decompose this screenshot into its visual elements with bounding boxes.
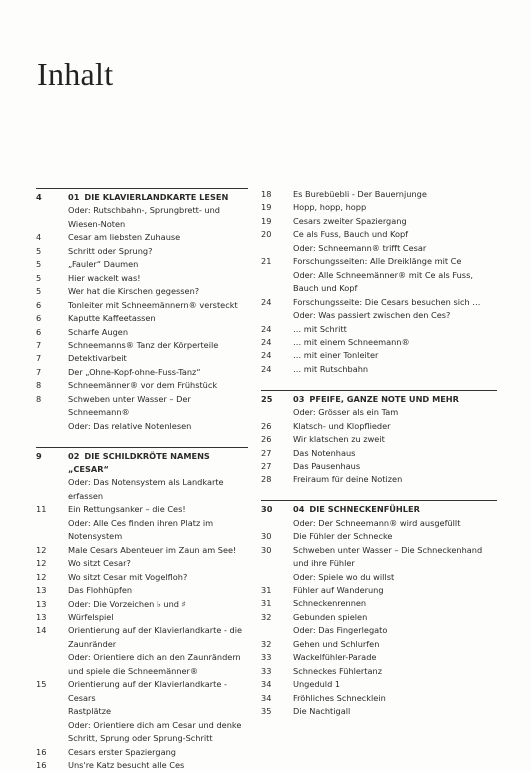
entry-page-number bbox=[36, 476, 68, 503]
entry-title: Ce als Fuss, Bauch und Kopf bbox=[293, 229, 409, 240]
chapter-title bbox=[293, 503, 497, 516]
entry-title: Oder: Orientiere dich am Cesar und denke bbox=[68, 719, 242, 730]
chapter-heading-text: PFEIFE, GANZE NOTE UND MEHR bbox=[309, 393, 459, 404]
entry-title: Zaunränder bbox=[68, 638, 117, 649]
toc-entry bbox=[36, 339, 248, 352]
entry-page-number: 18 bbox=[261, 189, 272, 199]
toc-entry bbox=[261, 624, 497, 637]
toc-entry bbox=[36, 204, 248, 217]
toc-entry bbox=[36, 517, 248, 530]
toc-right-column bbox=[261, 188, 497, 719]
toc-entry bbox=[36, 584, 248, 597]
toc-entry bbox=[36, 598, 248, 611]
entry-page-number: 32 bbox=[261, 611, 272, 622]
entry-page-number: 31 bbox=[261, 598, 272, 609]
toc-entry bbox=[261, 530, 497, 543]
entry-page-number bbox=[261, 624, 293, 637]
toc-entry bbox=[36, 258, 248, 271]
toc-entry bbox=[261, 651, 497, 664]
entry-title: Hopp, hopp, hopp bbox=[293, 202, 367, 213]
entry-title: Die Fühler der Schnecke bbox=[293, 531, 393, 542]
entry-title: Die Nachtigall bbox=[293, 706, 351, 717]
entry-page-number: 5 bbox=[36, 245, 42, 256]
chapter-page-number: 25 bbox=[261, 393, 273, 404]
chapter-number: 01 bbox=[68, 192, 80, 202]
toc-entry bbox=[36, 245, 248, 258]
toc-entry bbox=[36, 299, 248, 312]
toc-entry bbox=[36, 638, 248, 651]
entry-page-number: 12 bbox=[36, 544, 47, 555]
entry-title: Würfelspiel bbox=[68, 611, 114, 622]
entry-page-number: 24 bbox=[261, 350, 272, 361]
entry-page-number: 24 bbox=[261, 296, 272, 307]
entry-page-number bbox=[36, 517, 68, 530]
toc-entry bbox=[261, 296, 497, 309]
entry-page-number: 6 bbox=[36, 313, 42, 324]
entry-title: und spiele die Schneemänner® bbox=[68, 665, 199, 676]
toc-entry bbox=[36, 759, 248, 772]
toc-section bbox=[36, 447, 248, 772]
entry-title: Das Flohhüpfen bbox=[68, 585, 133, 596]
entry-title: Schneckes Fühlertanz bbox=[293, 665, 383, 676]
toc-entry bbox=[36, 393, 248, 420]
toc-entry bbox=[261, 349, 497, 362]
entry-title: Schweben unter Wasser – Der Schneemann® bbox=[68, 393, 191, 418]
entry-page-number: 8 bbox=[36, 393, 42, 404]
entry-title: … mit einer Tonleiter bbox=[293, 350, 379, 361]
entry-page-number bbox=[261, 309, 293, 322]
chapter-heading bbox=[36, 450, 248, 477]
entry-page-number bbox=[36, 530, 68, 543]
entry-title: Gebunden spielen bbox=[293, 611, 368, 622]
toc-entry bbox=[261, 188, 497, 201]
entry-title: Wo sitzt Cesar? bbox=[68, 558, 131, 569]
toc-entry bbox=[261, 544, 497, 557]
chapter-heading bbox=[261, 503, 497, 516]
entry-page-number: 16 bbox=[36, 759, 47, 770]
entry-page-number bbox=[36, 204, 68, 217]
entry-title: Wer hat die Kirschen gegessen? bbox=[68, 286, 200, 297]
toc-entry bbox=[261, 201, 497, 214]
entry-page-number: 28 bbox=[261, 474, 272, 485]
entry-title: Gehen und Schlurfen bbox=[293, 638, 380, 649]
entry-title: Oder: Spiele wo du willst bbox=[293, 571, 395, 582]
chapter-heading bbox=[261, 393, 497, 406]
entry-title: Wackelfühler-Parade bbox=[293, 652, 377, 663]
entry-page-number bbox=[36, 719, 68, 732]
toc-entry bbox=[36, 530, 248, 543]
entry-title: Wir klatschen zu zweit bbox=[293, 434, 385, 445]
toc-entry bbox=[36, 746, 248, 759]
entry-page-number bbox=[36, 665, 68, 678]
toc-entry bbox=[261, 242, 497, 255]
entry-page-number: 26 bbox=[261, 434, 272, 445]
entry-page-number: 14 bbox=[36, 625, 47, 636]
entry-title: … mit Rutschbahn bbox=[293, 363, 369, 374]
entry-title: Es Burebüebli - Der Bauernjunge bbox=[293, 189, 427, 199]
chapter-heading-text: DIE KLAVIERLANDKARTE LESEN bbox=[84, 192, 229, 202]
toc-entry bbox=[261, 228, 497, 241]
chapter-number: 02 bbox=[68, 450, 80, 461]
entry-page-number: 27 bbox=[261, 461, 272, 471]
entry-title: Wiesen-Noten bbox=[68, 218, 126, 229]
toc-entry bbox=[36, 665, 248, 678]
toc-entry bbox=[261, 323, 497, 336]
entry-page-number: 20 bbox=[261, 229, 272, 240]
toc-section bbox=[261, 500, 497, 718]
entry-page-number: 6 bbox=[36, 299, 42, 310]
toc-entry bbox=[261, 406, 497, 419]
entry-title: Schneemänner® vor dem Frühstück bbox=[68, 380, 218, 391]
toc-entry bbox=[36, 312, 248, 325]
entry-title: Bauch und Kopf bbox=[293, 283, 358, 294]
entry-title: Der „Ohne-Kopf-ohne-Fuss-Tanz“ bbox=[68, 366, 201, 377]
entry-title: Schweben unter Wasser – Die Schneckenhand bbox=[293, 544, 483, 555]
entry-page-number: 27 bbox=[261, 447, 272, 458]
toc-entry bbox=[36, 732, 248, 745]
entry-title: Oder: Die Vorzeichen ♭ und ♯ bbox=[68, 598, 186, 609]
chapter-title bbox=[68, 450, 248, 477]
toc-entry bbox=[36, 651, 248, 664]
entry-page-number: 15 bbox=[36, 679, 47, 690]
entry-page-number: 5 bbox=[36, 286, 42, 297]
entry-page-number: 34 bbox=[261, 679, 272, 690]
entry-title: Cesars erster Spaziergang bbox=[68, 746, 177, 757]
entry-page-number: 33 bbox=[261, 652, 272, 663]
toc-entry bbox=[261, 215, 497, 228]
entry-title: Oder: Das Fingerlegato bbox=[293, 625, 388, 636]
entry-title: Uns're Katz besucht alle Ces bbox=[68, 759, 185, 770]
entry-title: Oder: Was passiert zwischen den Ces? bbox=[293, 310, 451, 321]
entry-page-number: 7 bbox=[36, 366, 42, 377]
entry-title: Oder: Grösser als ein Tam bbox=[293, 407, 399, 418]
entry-page-number: 7 bbox=[36, 339, 42, 350]
section-spacer bbox=[36, 433, 248, 446]
toc-entry bbox=[36, 544, 248, 557]
toc-entry bbox=[261, 705, 497, 718]
entry-page-number bbox=[36, 651, 68, 664]
entry-title: Forschungsseiten: Alle Dreiklänge mit Ce bbox=[293, 256, 462, 267]
toc-entry bbox=[261, 460, 497, 473]
entry-page-number: 24 bbox=[261, 323, 272, 334]
toc-entry bbox=[261, 597, 497, 610]
entry-page-number: 30 bbox=[261, 544, 272, 555]
toc-entry bbox=[36, 678, 248, 705]
entry-page-number bbox=[261, 406, 293, 419]
toc-entry bbox=[261, 692, 497, 705]
entry-title: Oder: Alle Ces finden ihren Platz im bbox=[68, 517, 214, 528]
toc-entry bbox=[36, 366, 248, 379]
entry-title: Hier wackelt was! bbox=[68, 272, 141, 283]
toc-entry bbox=[261, 420, 497, 433]
entry-title: Oder: Das relative Notenlesen bbox=[68, 420, 192, 431]
toc-entry bbox=[261, 584, 497, 597]
entry-page-number: 5 bbox=[36, 272, 42, 283]
toc-section bbox=[261, 390, 497, 487]
entry-title: Fühler auf Wanderung bbox=[293, 585, 384, 596]
toc-entry bbox=[261, 282, 497, 295]
toc-entry bbox=[36, 503, 248, 516]
entry-title: Oder: Das Notensystem als Landkarte erfassen bbox=[68, 477, 224, 501]
toc-section bbox=[261, 188, 497, 376]
entry-page-number: 16 bbox=[36, 746, 47, 757]
toc-entry bbox=[36, 379, 248, 392]
entry-title: Schneckenrennen bbox=[293, 598, 367, 609]
entry-title: … mit Schritt bbox=[293, 323, 347, 334]
entry-title: Schritt oder Sprung? bbox=[68, 245, 153, 256]
entry-page-number: 12 bbox=[36, 558, 47, 569]
toc-entry bbox=[36, 285, 248, 298]
entry-page-number bbox=[261, 557, 293, 570]
entry-title: Orientierung auf der Klavierlandkarte - die bbox=[68, 625, 243, 636]
entry-title: Kaputte Kaffeetassen bbox=[68, 313, 156, 324]
entry-title: Orientierung auf der Klavierlandkarte - Cesars bbox=[68, 679, 227, 703]
entry-page-number: 30 bbox=[261, 531, 272, 542]
entry-title: Cesar am liebsten Zuhause bbox=[68, 232, 181, 243]
entry-title: Fröhliches Schnecklein bbox=[293, 692, 386, 703]
entry-page-number bbox=[36, 218, 68, 231]
toc-entry bbox=[36, 420, 248, 433]
entry-title: Ein Rettungsanker – die Ces! bbox=[68, 504, 186, 515]
entry-page-number bbox=[36, 705, 68, 718]
entry-page-number: 12 bbox=[36, 571, 47, 582]
toc-entry bbox=[261, 665, 497, 678]
entry-title: Wo sitzt Cesar mit Vogelfloh? bbox=[68, 571, 188, 582]
entry-page-number: 26 bbox=[261, 420, 272, 431]
chapter-title bbox=[293, 393, 497, 406]
entry-page-number: 11 bbox=[36, 504, 47, 515]
entry-title: Oder: Rutschbahn-, Sprungbrett- und bbox=[68, 205, 220, 216]
toc-entry bbox=[261, 309, 497, 322]
entry-page-number: 7 bbox=[36, 353, 42, 364]
entry-title: Male Cesars Abenteuer im Zaun am See! bbox=[68, 544, 237, 555]
toc-entry bbox=[36, 705, 248, 718]
chapter-heading-text: DIE SCHNECKENFÜHLER bbox=[309, 504, 420, 515]
entry-page-number bbox=[261, 282, 293, 295]
toc-entry bbox=[261, 473, 497, 486]
entry-page-number: 24 bbox=[261, 336, 272, 347]
entry-title: Cesars zweiter Spaziergang bbox=[293, 215, 407, 226]
toc-entry bbox=[261, 611, 497, 624]
entry-title: Ungeduld 1 bbox=[293, 679, 341, 690]
chapter-heading-text: DIE SCHILDKRÖTE NAMENS „CESAR“ bbox=[68, 450, 210, 474]
toc-entry bbox=[261, 638, 497, 651]
toc-entry bbox=[36, 624, 248, 637]
toc-entry bbox=[261, 255, 497, 268]
chapter-number: 04 bbox=[293, 504, 305, 515]
entry-page-number bbox=[36, 638, 68, 651]
section-spacer bbox=[261, 487, 497, 500]
toc-entry bbox=[36, 557, 248, 570]
toc-entry bbox=[261, 678, 497, 691]
entry-page-number: 4 bbox=[36, 232, 42, 243]
entry-title: Scharfe Augen bbox=[68, 326, 129, 337]
toc-entry bbox=[36, 326, 248, 339]
toc-entry bbox=[261, 336, 497, 349]
entry-page-number: 13 bbox=[36, 611, 47, 622]
chapter-heading bbox=[36, 191, 248, 204]
toc-entry bbox=[36, 476, 248, 503]
toc-entry bbox=[36, 272, 248, 285]
entry-page-number: 33 bbox=[261, 665, 272, 676]
toc-entry bbox=[36, 352, 248, 365]
toc-entry bbox=[36, 611, 248, 624]
entry-page-number: 34 bbox=[261, 692, 272, 703]
chapter-page-number: 30 bbox=[261, 504, 273, 515]
entry-title: Oder: Schneemann® trifft Cesar bbox=[293, 242, 427, 253]
toc-entry bbox=[36, 719, 248, 732]
entry-page-number bbox=[261, 571, 293, 584]
toc-entry bbox=[261, 557, 497, 570]
entry-page-number bbox=[36, 732, 68, 745]
entry-title: Freiraum für deine Notizen bbox=[293, 474, 403, 485]
entry-page-number: 35 bbox=[261, 706, 272, 717]
toc-entry bbox=[261, 571, 497, 584]
entry-page-number: 19 bbox=[261, 202, 272, 213]
toc-entry bbox=[261, 433, 497, 446]
entry-title: Detektivarbeit bbox=[68, 353, 127, 364]
entry-title: Schritt, Sprung oder Sprung-Schritt bbox=[68, 733, 213, 744]
entry-page-number: 24 bbox=[261, 363, 272, 374]
toc-entry bbox=[261, 517, 497, 530]
entry-title: „Fauler“ Daumen bbox=[68, 259, 139, 270]
entry-title: Oder: Alle Schneemänner® mit Ce als Fuss, bbox=[293, 269, 473, 280]
toc-section bbox=[36, 188, 248, 433]
entry-title: … mit einem Schneemann® bbox=[293, 336, 410, 347]
entry-title: Das Pausenhaus bbox=[293, 461, 361, 471]
toc-entry bbox=[36, 231, 248, 244]
toc-entry bbox=[261, 447, 497, 460]
entry-title: Notensystem bbox=[68, 531, 123, 542]
entry-title: Forschungsseite: Die Cesars besuchen sich … bbox=[293, 296, 481, 307]
entry-page-number: 13 bbox=[36, 585, 47, 596]
entry-page-number bbox=[261, 517, 293, 530]
toc-entry bbox=[36, 571, 248, 584]
entry-title: Klatsch- und Klopflieder bbox=[293, 420, 391, 431]
toc-left-column bbox=[36, 188, 248, 772]
entry-title: Oder: Der Schneemann® wird ausgefüllt bbox=[293, 517, 461, 528]
entry-page-number: 32 bbox=[261, 638, 272, 649]
entry-title: Oder: Orientiere dich an den Zaunrändern bbox=[68, 652, 241, 663]
entry-page-number: 13 bbox=[36, 598, 47, 609]
chapter-title bbox=[68, 191, 248, 204]
toc-entry bbox=[261, 269, 497, 282]
entry-page-number bbox=[36, 420, 68, 433]
entry-title: Tonleiter mit Schneemännern® versteckt bbox=[68, 299, 238, 310]
section-spacer bbox=[261, 376, 497, 389]
entry-page-number: 19 bbox=[261, 215, 272, 226]
toc-entry bbox=[36, 218, 248, 231]
page-title: Inhalt bbox=[37, 56, 114, 92]
entry-page-number: 21 bbox=[261, 256, 272, 267]
entry-page-number: 8 bbox=[36, 380, 42, 391]
entry-page-number bbox=[261, 242, 293, 255]
entry-page-number: 31 bbox=[261, 585, 272, 596]
entry-title: und ihre Fühler bbox=[293, 558, 355, 569]
chapter-number: 03 bbox=[293, 393, 305, 404]
chapter-page-number: 4 bbox=[36, 192, 42, 202]
toc-entry bbox=[261, 363, 497, 376]
entry-title: Rastplätze bbox=[68, 706, 112, 717]
entry-page-number bbox=[261, 269, 293, 282]
entry-title: Schneemanns® Tanz der Körperteile bbox=[68, 339, 219, 350]
entry-page-number: 6 bbox=[36, 326, 42, 337]
entry-title: Das Notenhaus bbox=[293, 447, 356, 458]
chapter-page-number: 9 bbox=[36, 450, 42, 461]
entry-page-number: 5 bbox=[36, 259, 42, 270]
